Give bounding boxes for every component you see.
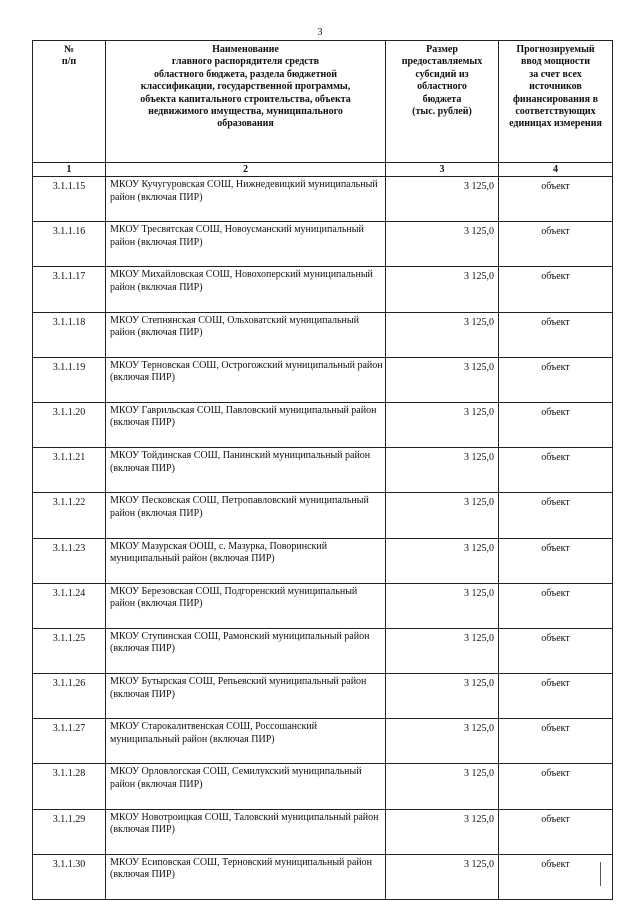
row-unit: объект <box>499 312 613 357</box>
row-amount: 3 125,0 <box>386 719 499 764</box>
row-unit: объект <box>499 628 613 673</box>
table-row <box>33 312 613 357</box>
table-row <box>33 628 613 673</box>
row-amount: 3 125,0 <box>386 809 499 854</box>
row-amount: 3 125,0 <box>386 448 499 493</box>
row-amount: 3 125,0 <box>386 493 499 538</box>
row-unit: объект <box>499 674 613 719</box>
row-name: МКОУ Мазурская ООШ, с. Мазурка, Поворинский муниципальный район (включая ПИР) <box>106 538 386 583</box>
row-amount: 3 125,0 <box>386 312 499 357</box>
row-unit: объект <box>499 764 613 809</box>
row-unit: объект <box>499 357 613 402</box>
header-capacity: Прогнозируемый ввод мощности за счет всех источников финансирования в соответствующих единицах измерения <box>499 41 613 163</box>
column-number: 1 <box>33 163 106 177</box>
row-unit: объект <box>499 493 613 538</box>
column-number: 3 <box>386 163 499 177</box>
table-row <box>33 493 613 538</box>
table-row <box>33 538 613 583</box>
row-amount: 3 125,0 <box>386 854 499 899</box>
column-number: 4 <box>499 163 613 177</box>
row-name: МКОУ Терновская СОШ, Острогожский муниципальный район (включая ПИР) <box>106 357 386 402</box>
table-row <box>33 267 613 312</box>
row-id: 3.1.1.30 <box>33 854 106 899</box>
row-name: МКОУ Тресвятская СОШ, Новоусманский муниципальный район (включая ПИР) <box>106 222 386 267</box>
header-number: № п/п <box>33 41 106 163</box>
row-unit: объект <box>499 448 613 493</box>
row-name: МКОУ Песковская СОШ, Петропавловский муниципальный район (включая ПИР) <box>106 493 386 538</box>
page-number: 3 <box>317 27 323 38</box>
row-id: 3.1.1.20 <box>33 402 106 447</box>
row-id: 3.1.1.18 <box>33 312 106 357</box>
row-amount: 3 125,0 <box>386 177 499 222</box>
row-id: 3.1.1.16 <box>33 222 106 267</box>
row-amount: 3 125,0 <box>386 222 499 267</box>
row-name: МКОУ Березовская СОШ, Подгоренский муниципальный район (включая ПИР) <box>106 583 386 628</box>
table-row <box>33 357 613 402</box>
row-unit: объект <box>499 538 613 583</box>
row-id: 3.1.1.22 <box>33 493 106 538</box>
row-unit: объект <box>499 267 613 312</box>
row-id: 3.1.1.15 <box>33 177 106 222</box>
row-id: 3.1.1.19 <box>33 357 106 402</box>
row-amount: 3 125,0 <box>386 764 499 809</box>
row-name: МКОУ Орловлогская СОШ, Семилукский муниципальный район (включая ПИР) <box>106 764 386 809</box>
row-amount: 3 125,0 <box>386 674 499 719</box>
table-row <box>33 719 613 764</box>
subsidy-table <box>32 40 613 900</box>
margin-mark <box>600 862 601 886</box>
table-row <box>33 448 613 493</box>
row-id: 3.1.1.24 <box>33 583 106 628</box>
column-number-row <box>33 163 613 177</box>
row-id: 3.1.1.17 <box>33 267 106 312</box>
header-row <box>33 41 613 163</box>
table-row <box>33 402 613 447</box>
table-row <box>33 809 613 854</box>
row-id: 3.1.1.23 <box>33 538 106 583</box>
row-id: 3.1.1.27 <box>33 719 106 764</box>
row-unit: объект <box>499 854 613 899</box>
row-name: МКОУ Гаврильская СОШ, Павловский муниципальный район (включая ПИР) <box>106 402 386 447</box>
row-name: МКОУ Новотроицкая СОШ, Таловский муниципальный район (включая ПИР) <box>106 809 386 854</box>
table-row <box>33 222 613 267</box>
table-row <box>33 764 613 809</box>
column-number: 2 <box>106 163 386 177</box>
row-id: 3.1.1.21 <box>33 448 106 493</box>
row-name: МКОУ Старокалитвенская СОШ, Россошанский муниципальный район (включая ПИР) <box>106 719 386 764</box>
table-row <box>33 177 613 222</box>
row-amount: 3 125,0 <box>386 538 499 583</box>
row-name: МКОУ Есиповская СОШ, Терновский муниципальный район (включая ПИР) <box>106 854 386 899</box>
row-unit: объект <box>499 402 613 447</box>
header-amount: Размер предоставляемых субсидий из областного бюджета (тыс. рублей) <box>386 41 499 163</box>
header-name: Наименование главного распорядителя средств областного бюджета, раздела бюджетной классификации, государственной программы, объекта капитального строительства, объекта недвижимого имущества, муниципального образования <box>106 41 386 163</box>
row-id: 3.1.1.26 <box>33 674 106 719</box>
row-id: 3.1.1.28 <box>33 764 106 809</box>
row-id: 3.1.1.25 <box>33 628 106 673</box>
table-row <box>33 674 613 719</box>
row-amount: 3 125,0 <box>386 267 499 312</box>
row-name: МКОУ Ступинская СОШ, Рамонский муниципальный район (включая ПИР) <box>106 628 386 673</box>
row-unit: объект <box>499 809 613 854</box>
row-id: 3.1.1.29 <box>33 809 106 854</box>
row-name: МКОУ Михайловская СОШ, Новохоперский муниципальный район (включая ПИР) <box>106 267 386 312</box>
row-name: МКОУ Бутырская СОШ, Репьевский муниципальный район (включая ПИР) <box>106 674 386 719</box>
table-row <box>33 583 613 628</box>
row-unit: объект <box>499 222 613 267</box>
row-amount: 3 125,0 <box>386 402 499 447</box>
row-name: МКОУ Степнянская СОШ, Ольховатский муниципальный район (включая ПИР) <box>106 312 386 357</box>
table-row <box>33 854 613 899</box>
row-unit: объект <box>499 177 613 222</box>
row-amount: 3 125,0 <box>386 628 499 673</box>
row-unit: объект <box>499 583 613 628</box>
row-name: МКОУ Тойдинская СОШ, Панинский муниципальный район (включая ПИР) <box>106 448 386 493</box>
row-amount: 3 125,0 <box>386 357 499 402</box>
row-unit: объект <box>499 719 613 764</box>
row-name: МКОУ Кучугуровская СОШ, Нижнедевицкий муниципальный район (включая ПИР) <box>106 177 386 222</box>
row-amount: 3 125,0 <box>386 583 499 628</box>
